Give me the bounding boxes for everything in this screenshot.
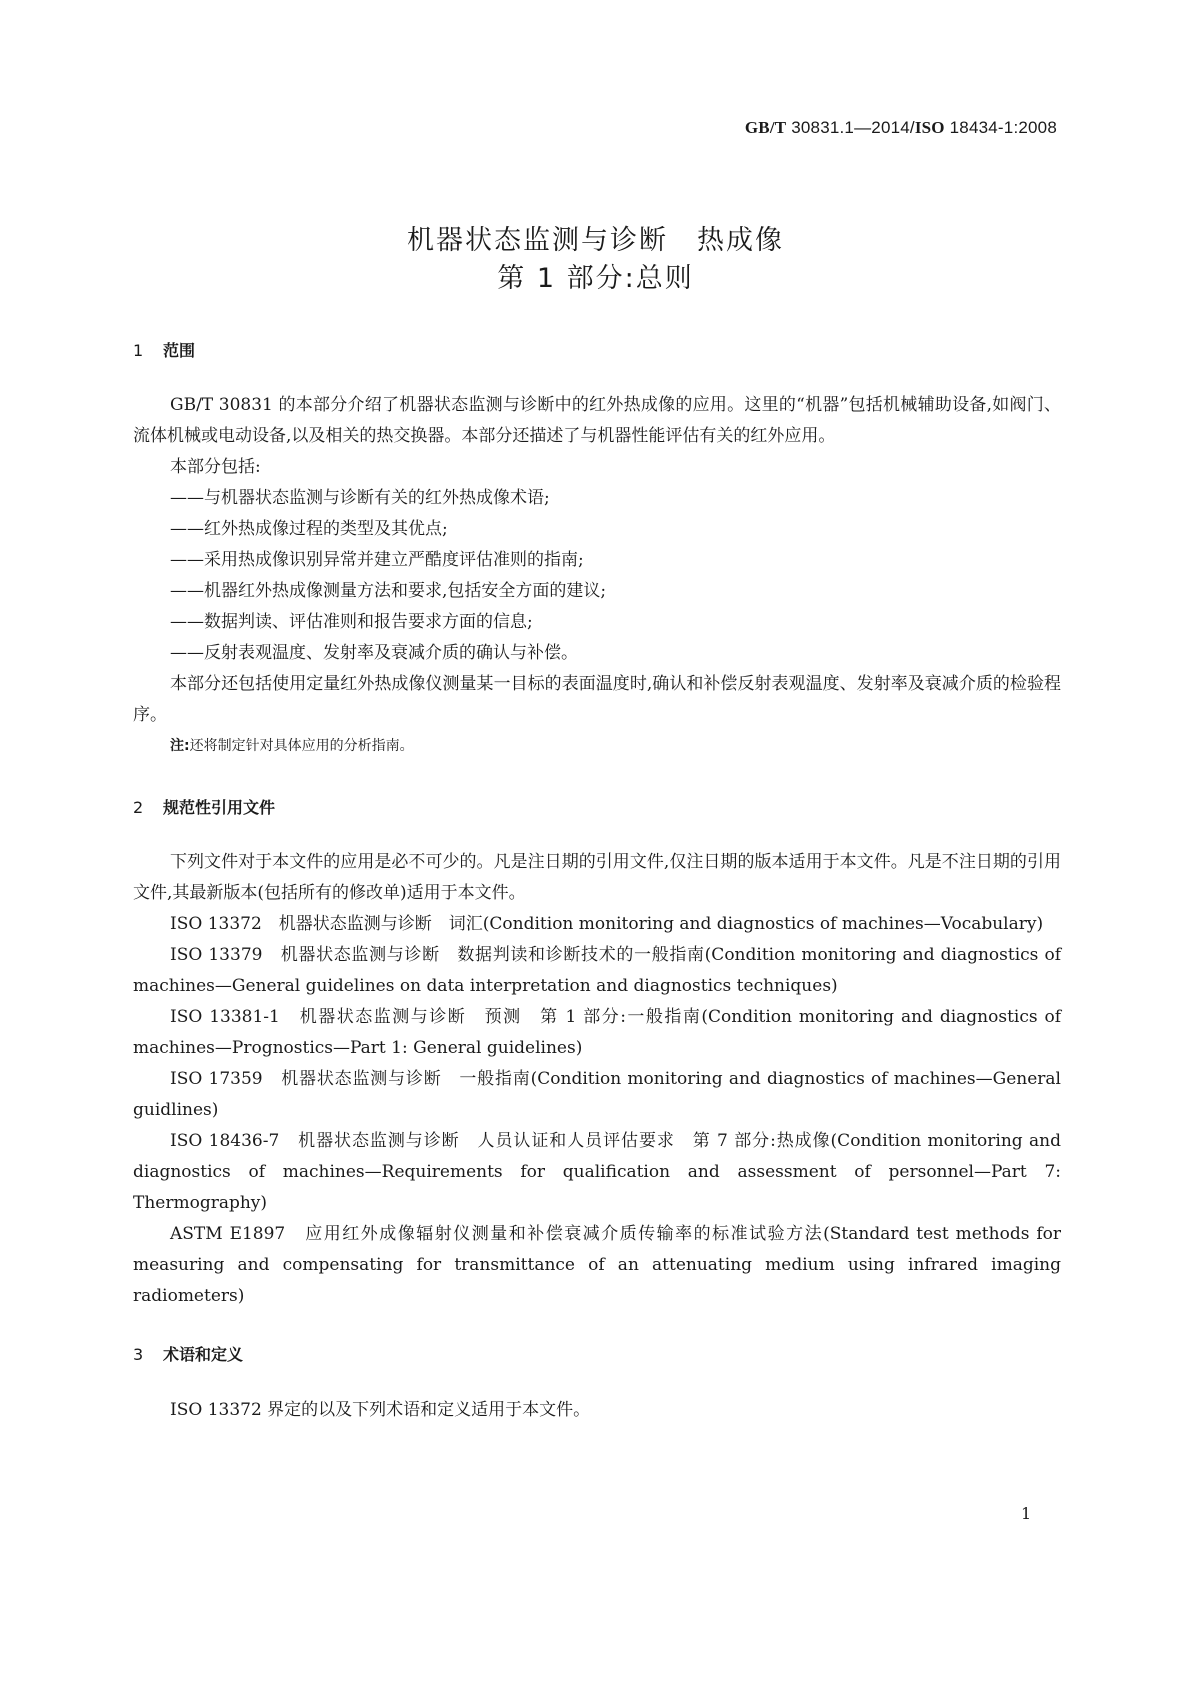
iso-number: 18434-1:2008	[944, 118, 1057, 137]
section-3-body	[133, 1395, 1061, 1426]
note-text: 还将制定针对具体应用的分析指南。	[189, 738, 414, 754]
reference-item: ASTM E1897 应用红外成像辐射仪测量和补偿衰减介质传输率的标准试验方法(Standard test methods for measuring and compensating for transmittance of an attenuating medium using infrared imaging radiometers)	[133, 1224, 1061, 1306]
list-item: ——与机器状态监测与诊断有关的红外热成像术语;	[170, 488, 550, 508]
title-line-2: 第 1 部分:总则	[497, 263, 694, 294]
section-title: 范围	[163, 341, 196, 360]
reference-item: ISO 17359 机器状态监测与诊断 一般指南(Condition monitoring and diagnostics of machines—General guidlines)	[133, 1069, 1061, 1120]
section-1-body	[133, 390, 1061, 762]
section-number: 1	[133, 341, 144, 360]
std-number: 30831.1—2014/	[786, 118, 915, 137]
list-item: ——反射表观温度、发射率及衰减介质的确认与补偿。	[170, 643, 578, 663]
iso-prefix: ISO	[914, 118, 945, 137]
reference-item: ISO 13379 机器状态监测与诊断 数据判读和诊断技术的一般指南(Condition monitoring and diagnostics of machines—General guidelines on data interpretation and diagnostics techniques)	[133, 945, 1061, 996]
paragraph: 本部分还包括使用定量红外热成像仪测量某一目标的表面温度时,确认和补偿反射表观温度、发射率及衰减介质的检验程序。	[133, 674, 1061, 725]
list-item: ——机器红外热成像测量方法和要求,包括安全方面的建议;	[170, 581, 607, 601]
paragraph: ISO 13372 界定的以及下列术语和定义适用于本文件。	[170, 1400, 591, 1420]
section-1-heading	[133, 338, 195, 361]
page-number: 1	[1021, 1504, 1032, 1523]
section-number: 2	[133, 798, 144, 817]
section-number: 3	[133, 1345, 144, 1364]
section-3-heading	[133, 1342, 243, 1365]
section-title: 规范性引用文件	[163, 798, 276, 817]
note	[133, 731, 1061, 762]
list-item: ——采用热成像识别异常并建立严酷度评估准则的指南;	[170, 550, 584, 570]
paragraph: 本部分包括:	[170, 457, 261, 477]
paragraph: 下列文件对于本文件的应用是必不可少的。凡是注日期的引用文件,仅注日期的版本适用于本文件。凡是不注日期的引用文件,其最新版本(包括所有的修改单)适用于本文件。	[133, 852, 1061, 903]
reference-item: ISO 13372 机器状态监测与诊断 词汇(Condition monitoring and diagnostics of machines—Vocabulary)	[170, 914, 1044, 934]
paragraph: GB/T 30831 的本部分介绍了机器状态监测与诊断中的红外热成像的应用。这里的“机器”包括机械辅助设备,如阀门、流体机械或电动设备,以及相关的热交换器。本部分还描述了与机器性能评估有关的红外应用。	[133, 395, 1061, 446]
list-item: ——数据判读、评估准则和报告要求方面的信息;	[170, 612, 533, 632]
list-item: ——红外热成像过程的类型及其优点;	[170, 519, 448, 539]
section-title: 术语和定义	[163, 1345, 244, 1364]
title-line-1: 机器状态监测与诊断 热成像	[407, 225, 784, 256]
section-2-body	[133, 847, 1061, 1312]
section-2-heading	[133, 795, 275, 818]
standard-code-header	[745, 118, 1057, 138]
note-label: 注:	[170, 738, 190, 754]
reference-item: ISO 13381-1 机器状态监测与诊断 预测 第 1 部分:一般指南(Condition monitoring and diagnostics of machines—Prognostics—Part 1: General guidelines)	[133, 1007, 1061, 1058]
reference-item: ISO 18436-7 机器状态监测与诊断 人员认证和人员评估要求 第 7 部分:热成像(Condition monitoring and diagnostics of machines—Requirements for qualification and assessment of personnel—Part 7: Thermography)	[133, 1131, 1061, 1213]
document-title	[0, 222, 1191, 298]
std-prefix: GB/T	[744, 118, 787, 137]
